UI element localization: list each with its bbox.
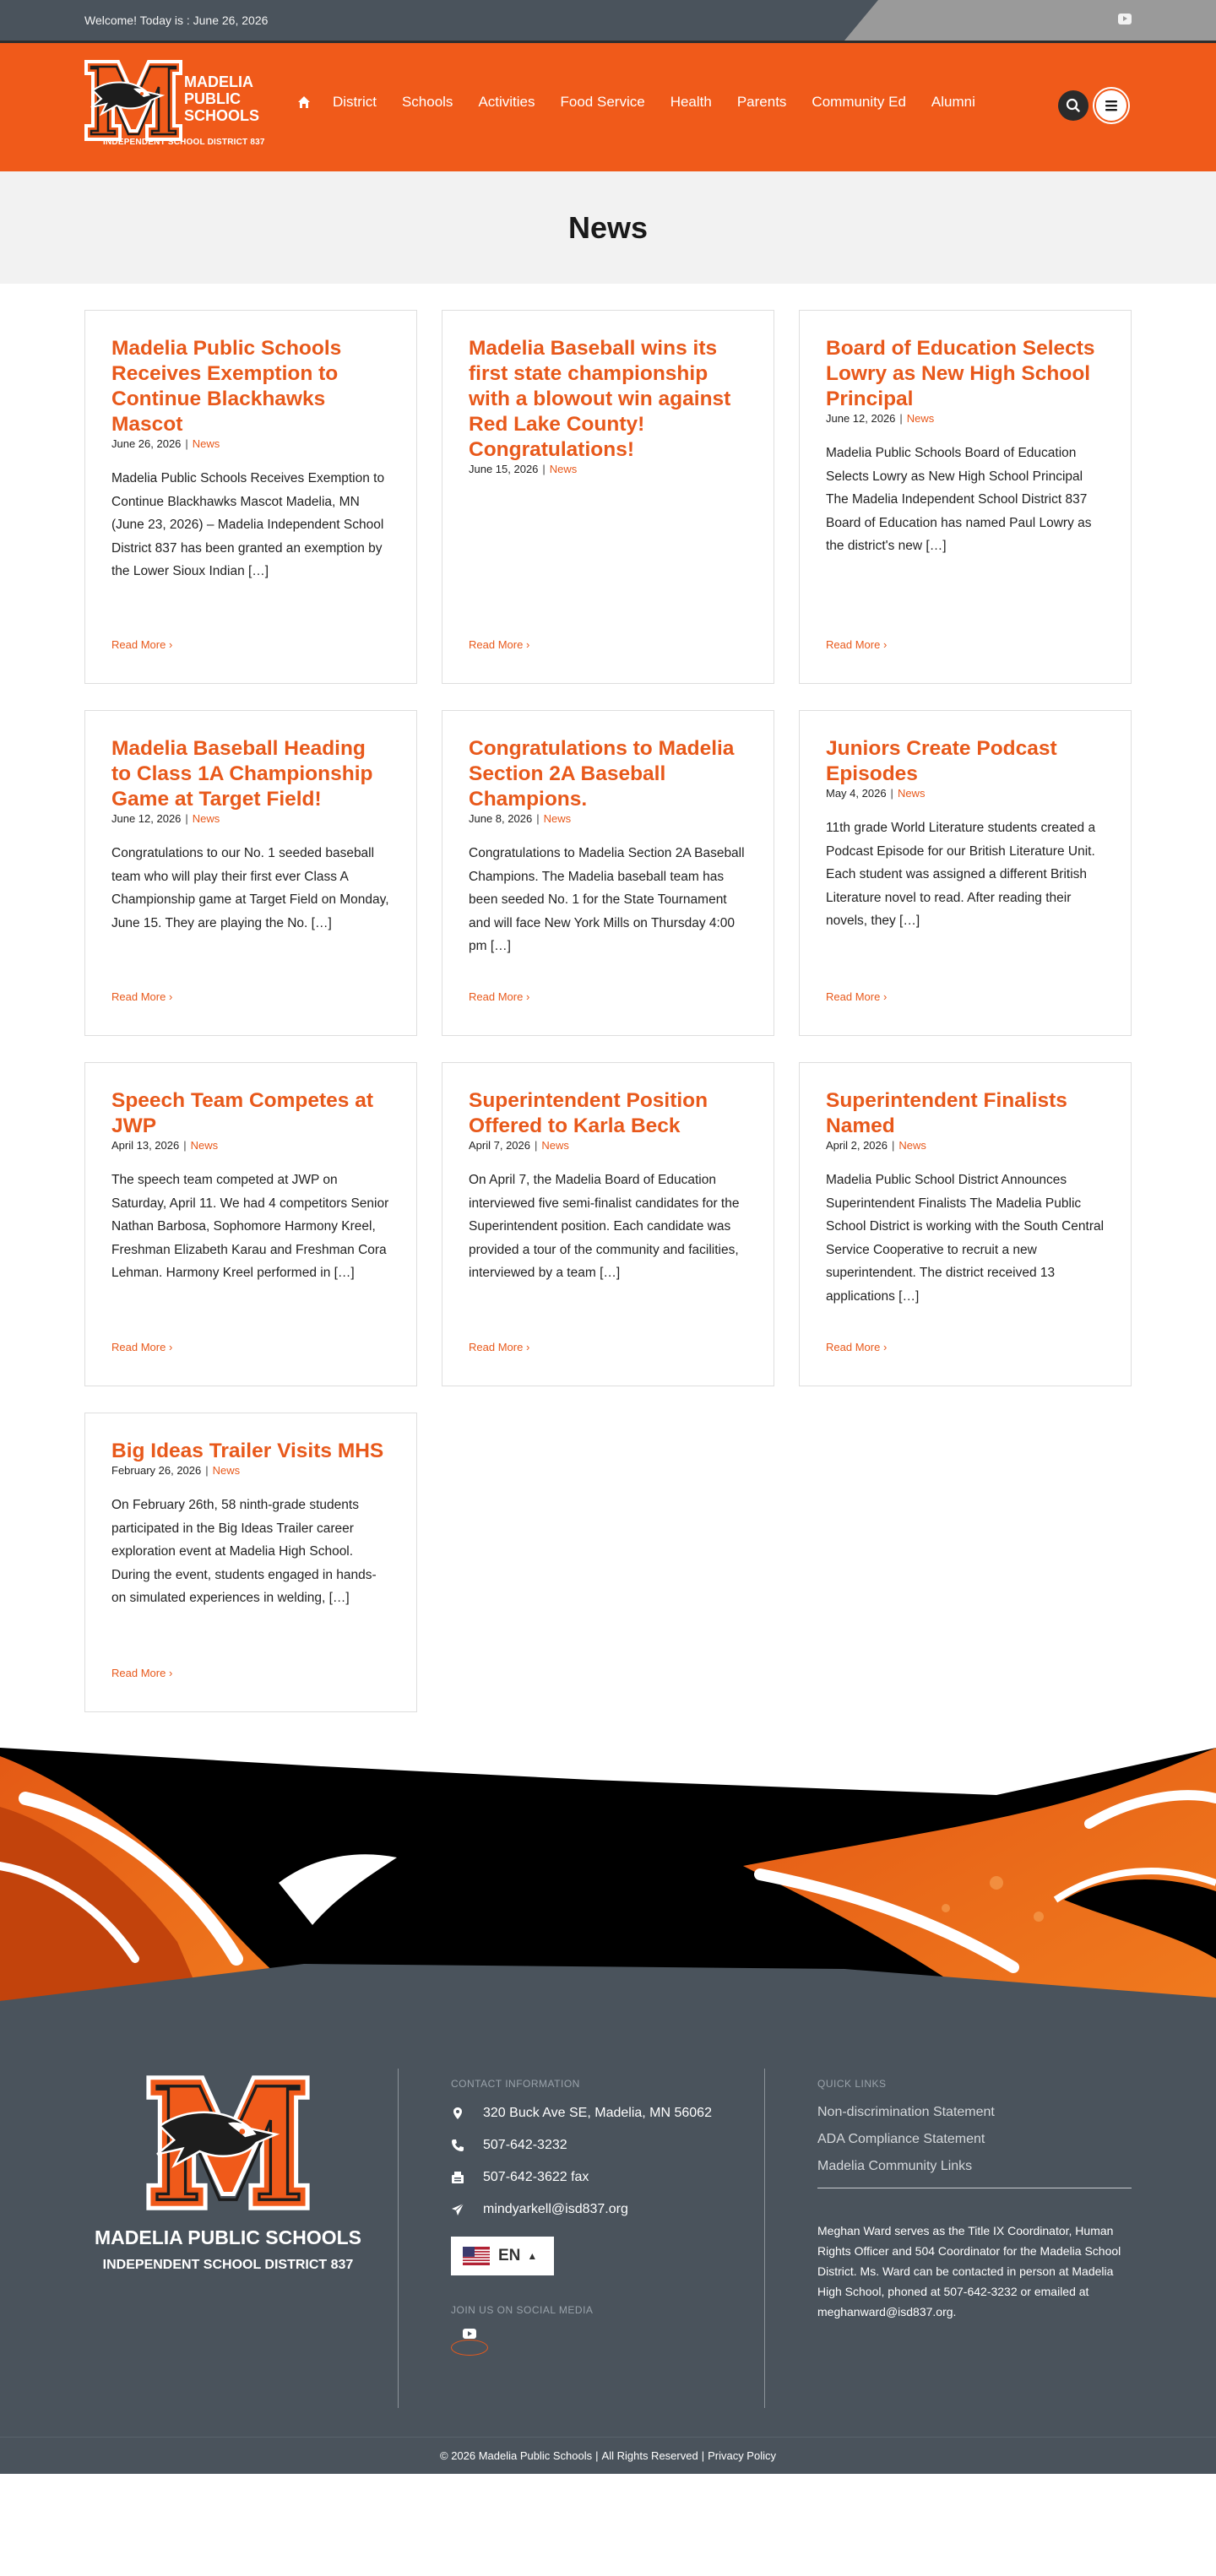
read-more-link[interactable]: [469, 1341, 529, 1353]
social-heading: JOIN US ON SOCIAL MEDIA: [451, 2304, 594, 2316]
chevron-up-icon: ▲: [527, 2250, 538, 2262]
youtube-social-button[interactable]: [451, 2340, 488, 2356]
map-marker-icon: [451, 2107, 464, 2120]
hamburger-icon: [1096, 90, 1126, 121]
post-excerpt: On April 7, the Madelia Board of Education interviewed five semi-finalist candidates for the Superintendent position. Each candidate was provided a tour of the community and facilities, interviewed by a team […]: [469, 1173, 740, 1280]
nav-item-schools[interactable]: Schools: [401, 94, 453, 110]
footer-divider: [398, 2069, 399, 2408]
privacy-policy-link[interactable]: Privacy Policy: [708, 2449, 776, 2462]
logo-line: PUBLIC: [184, 90, 241, 107]
search-icon: [1058, 90, 1088, 121]
post-title[interactable]: Madelia Public Schools Receives Exemption to Continue Blackhawks Mascot: [111, 337, 342, 436]
address-text: 320 Buck Ave SE, Madelia, MN 56062: [483, 2106, 712, 2120]
read-more-link[interactable]: [111, 1341, 172, 1353]
post-category[interactable]: News: [192, 437, 220, 450]
post-card: [84, 1062, 417, 1386]
youtube-icon[interactable]: [1118, 14, 1132, 24]
read-more-link[interactable]: [469, 990, 529, 1003]
main-nav: [297, 94, 1001, 111]
post-title[interactable]: Madelia Baseball wins its first state championship with a blowout win against Red Lake County! Congratulations!: [469, 337, 731, 461]
post-title[interactable]: Superintendent Position Offered to Karla Beck: [469, 1089, 708, 1137]
top-bar: [0, 0, 1216, 41]
post-category[interactable]: News: [549, 463, 578, 475]
contact-phone: [451, 2137, 738, 2154]
rights-text: All Rights Reserved: [601, 2449, 698, 2462]
nav-item-health[interactable]: Health: [670, 94, 712, 110]
post-title[interactable]: Speech Team Competes at JWP: [111, 1089, 373, 1137]
post-category[interactable]: News: [190, 1139, 219, 1152]
home-icon[interactable]: [297, 95, 311, 109]
contact-address: [451, 2105, 738, 2122]
post-card: [799, 1062, 1132, 1386]
chevron-right-icon: ›: [168, 990, 173, 1003]
paper-plane-icon: [451, 2203, 464, 2216]
post-date: June 15, 2026: [469, 463, 539, 475]
post-card: [84, 310, 417, 684]
contact-email: [451, 2201, 738, 2218]
decorative-banner: [0, 1748, 1216, 2001]
read-more-label: Read More: [111, 990, 166, 1003]
contact-fax: [451, 2169, 738, 2186]
footer-school-name: MADELIA PUBLIC SCHOOLS: [94, 2226, 362, 2248]
post-title[interactable]: Juniors Create Podcast Episodes: [826, 737, 1057, 785]
phone-link[interactable]: 507-642-3232: [483, 2138, 567, 2152]
read-more-label: Read More: [469, 1341, 524, 1353]
nav-item-district[interactable]: District: [333, 94, 377, 110]
post-date: June 12, 2026: [111, 812, 182, 825]
post-date: April 13, 2026: [111, 1139, 180, 1152]
post-excerpt: Madelia Public School District Announces Superintendent Finalists The Madelia Public School District is working with the South Central Service Cooperative to recruit a new superintendent. The district received 13 applications […]: [826, 1173, 1105, 1304]
chevron-right-icon: ›: [168, 1341, 173, 1353]
nav-item-alumni[interactable]: Alumni: [931, 94, 975, 110]
chevron-right-icon: ›: [882, 638, 888, 651]
site-logo[interactable]: [84, 58, 287, 156]
footer-divider: [764, 2069, 765, 2408]
fax-icon: [451, 2171, 464, 2184]
page-title: News: [567, 210, 649, 245]
read-more-link[interactable]: [111, 990, 172, 1003]
post-meta: June 12, 2026 | News: [111, 812, 220, 825]
contact-heading: CONTACT INFORMATION: [451, 2078, 580, 2090]
logo-subtitle: INDEPENDENT SCHOOL DISTRICT 837: [103, 138, 265, 147]
chevron-right-icon: ›: [882, 990, 888, 1003]
post-excerpt: On February 26th, 58 ninth-grade students participated in the Big Ideas Trailer career exploration event at Madelia High School. During the event, students engaged in hands-on simulated experiences in welding, […]: [111, 1498, 377, 1605]
post-excerpt: 11th grade World Literature students created a Podcast Episode for our British Literature Unit. Each student was assigned a different British Literature novel to read. After reading their novels, they […]: [826, 821, 1096, 928]
post-title[interactable]: Big Ideas Trailer Visits MHS: [111, 1440, 384, 1462]
post-card: [442, 310, 774, 684]
nav-item-community-ed[interactable]: Community Ed: [812, 94, 906, 110]
blackhawk-m-logo-icon: [84, 58, 182, 143]
post-date: June 8, 2026: [469, 812, 533, 825]
phone-icon: [451, 2139, 464, 2152]
post-meta: April 2, 2026 | News: [826, 1139, 926, 1152]
post-date: June 12, 2026: [826, 412, 896, 425]
post-title[interactable]: Board of Education Selects Lowry as New High School Principal: [826, 337, 1095, 410]
read-more-link[interactable]: [826, 638, 887, 651]
post-card: [799, 710, 1132, 1036]
blackhawk-wing-graphic: [0, 1748, 1216, 2001]
post-date: February 26, 2026: [111, 1464, 202, 1477]
post-excerpt: The speech team competed at JWP on Saturday, April 11. We had 4 competitors Senior Nathan Barbosa, Sophomore Harmony Kreel, Freshman Elizabeth Karau and Freshman Cora Lehman. Harmony Kreel performed in […]: [111, 1173, 389, 1280]
logo-line: MADELIA: [184, 73, 253, 90]
nav-item-parents[interactable]: Parents: [736, 94, 787, 110]
quick-link-ada-compliance[interactable]: ADA Compliance Statement: [817, 2132, 985, 2146]
post-date: May 4, 2026: [826, 787, 887, 800]
post-category[interactable]: News: [897, 787, 926, 800]
nav-item-food-service[interactable]: Food Service: [560, 94, 645, 110]
chevron-right-icon: ›: [168, 1667, 173, 1679]
read-more-link[interactable]: [111, 638, 172, 651]
footer-logo-block: [84, 2072, 372, 2273]
read-more-link[interactable]: [826, 990, 887, 1003]
read-more-label: Read More: [111, 1341, 166, 1353]
copyright-text: © 2026 Madelia Public Schools: [440, 2449, 593, 2462]
chevron-right-icon: ›: [882, 1341, 888, 1353]
contact-information: [451, 2078, 738, 2356]
post-date: April 2, 2026: [826, 1139, 888, 1152]
chevron-right-icon: ›: [168, 638, 173, 651]
read-more-link[interactable]: [469, 638, 529, 651]
post-category[interactable]: News: [541, 1139, 569, 1152]
chevron-right-icon: ›: [525, 990, 530, 1003]
post-category[interactable]: News: [192, 812, 220, 825]
post-excerpt: Congratulations to our No. 1 seeded baseball team who will play their first ever Class A Championship game at Target Field on Monday, June 15. They are playing the No. […]: [111, 846, 389, 930]
post-card: [799, 310, 1132, 684]
quick-links: [817, 2078, 1132, 2322]
top-bar-accent: [844, 0, 1216, 41]
fax-text: 507-642-3622 fax: [483, 2170, 589, 2184]
post-meta: May 4, 2026 | News: [826, 787, 926, 800]
copyright-bar: © 2026 Madelia Public Schools | All Rights Reserved | Privacy Policy: [0, 2437, 1216, 2474]
us-flag-icon: [463, 2247, 490, 2265]
title-ix-notice: Meghan Ward serves as the Title IX Coordinator, Human Rights Officer and 504 Coordinator for the Madelia School District. Ms. Ward can be contacted in person at Madelia High School, phoned at 507-642-3232 or emailed at meghanward@isd837.org.: [817, 2224, 1121, 2318]
post-excerpt: Madelia Public Schools Receives Exemption to Continue Blackhawks Mascot Madelia, MN (June 23, 2026) – Madelia Independent School District 837 has been granted an exemption by the Lower Sioux Indian […]: [111, 471, 385, 578]
post-category[interactable]: News: [898, 1139, 926, 1152]
email-link[interactable]: mindyarkell@isd837.org: [483, 2202, 628, 2216]
menu-button[interactable]: [1094, 89, 1128, 122]
quick-links-heading: QUICK LINKS: [817, 2078, 887, 2090]
welcome-text: Welcome! Today is : June 26, 2026: [84, 14, 269, 27]
read-more-label: Read More: [826, 990, 881, 1003]
read-more-link[interactable]: [826, 1341, 887, 1353]
post-card: [84, 710, 417, 1036]
post-meta: June 8, 2026 | News: [469, 812, 572, 825]
search-button[interactable]: [1058, 90, 1088, 121]
nav-item-activities[interactable]: Activities: [478, 94, 535, 110]
footer-district-name: INDEPENDENT SCHOOL DISTRICT 837: [102, 2258, 354, 2272]
chevron-right-icon: ›: [525, 638, 530, 651]
read-more-label: Read More: [826, 638, 881, 651]
read-more-label: Read More: [111, 1667, 166, 1679]
read-more-label: Read More: [826, 1341, 881, 1353]
post-meta: June 12, 2026 | News: [826, 412, 935, 425]
post-title[interactable]: Superintendent Finalists Named: [826, 1089, 1067, 1137]
read-more-label: Read More: [469, 990, 524, 1003]
post-title[interactable]: Congratulations to Madelia Section 2A Baseball Champions.: [469, 737, 735, 811]
read-more-label: Read More: [111, 638, 166, 651]
site-header: [0, 41, 1216, 171]
post-date: April 7, 2026: [469, 1139, 530, 1152]
quick-link-community-links[interactable]: Madelia Community Links: [817, 2159, 973, 2173]
language-code: EN: [498, 2247, 521, 2264]
post-date: June 26, 2026: [111, 437, 182, 450]
post-meta: June 26, 2026 | News: [111, 437, 220, 450]
post-card: [442, 710, 774, 1036]
post-meta: April 7, 2026 | News: [469, 1139, 569, 1152]
logo-line: SCHOOLS: [184, 107, 260, 124]
youtube-icon: [452, 2316, 487, 2351]
post-category[interactable]: News: [212, 1464, 241, 1477]
post-card: [84, 1413, 417, 1712]
post-meta: April 13, 2026 | News: [111, 1139, 219, 1152]
logo-wordmark: [184, 73, 259, 124]
language-selector[interactable]: [451, 2237, 554, 2275]
read-more-label: Read More: [469, 638, 524, 651]
posts-grid: [0, 284, 1216, 1748]
read-more-link[interactable]: [111, 1667, 172, 1679]
post-excerpt: Madelia Public Schools Board of Education Selects Lowry as New High School Principal The Madelia Independent School District 837 Board of Education has named Paul Lowry as the district's new […]: [826, 446, 1092, 553]
post-category[interactable]: News: [543, 812, 572, 825]
post-excerpt: Congratulations to Madelia Section 2A Baseball Champions. The Madelia baseball team has been seeded No. 1 for the State Tournament and will face New York Mills on Thursday 4:00 pm […]: [469, 846, 745, 953]
post-category[interactable]: News: [906, 412, 935, 425]
blackhawk-m-logo-icon: [135, 2072, 321, 2214]
post-card: [442, 1062, 774, 1386]
page-title-bar: [0, 171, 1216, 284]
post-title[interactable]: Madelia Baseball Heading to Class 1A Championship Game at Target Field!: [111, 737, 373, 811]
post-meta: February 26, 2026 | News: [111, 1464, 241, 1477]
site-footer: [0, 2001, 1216, 2474]
quick-link-non-discrimination[interactable]: Non-discrimination Statement: [817, 2105, 995, 2119]
chevron-right-icon: ›: [525, 1341, 530, 1353]
post-meta: June 15, 2026 | News: [469, 463, 578, 475]
